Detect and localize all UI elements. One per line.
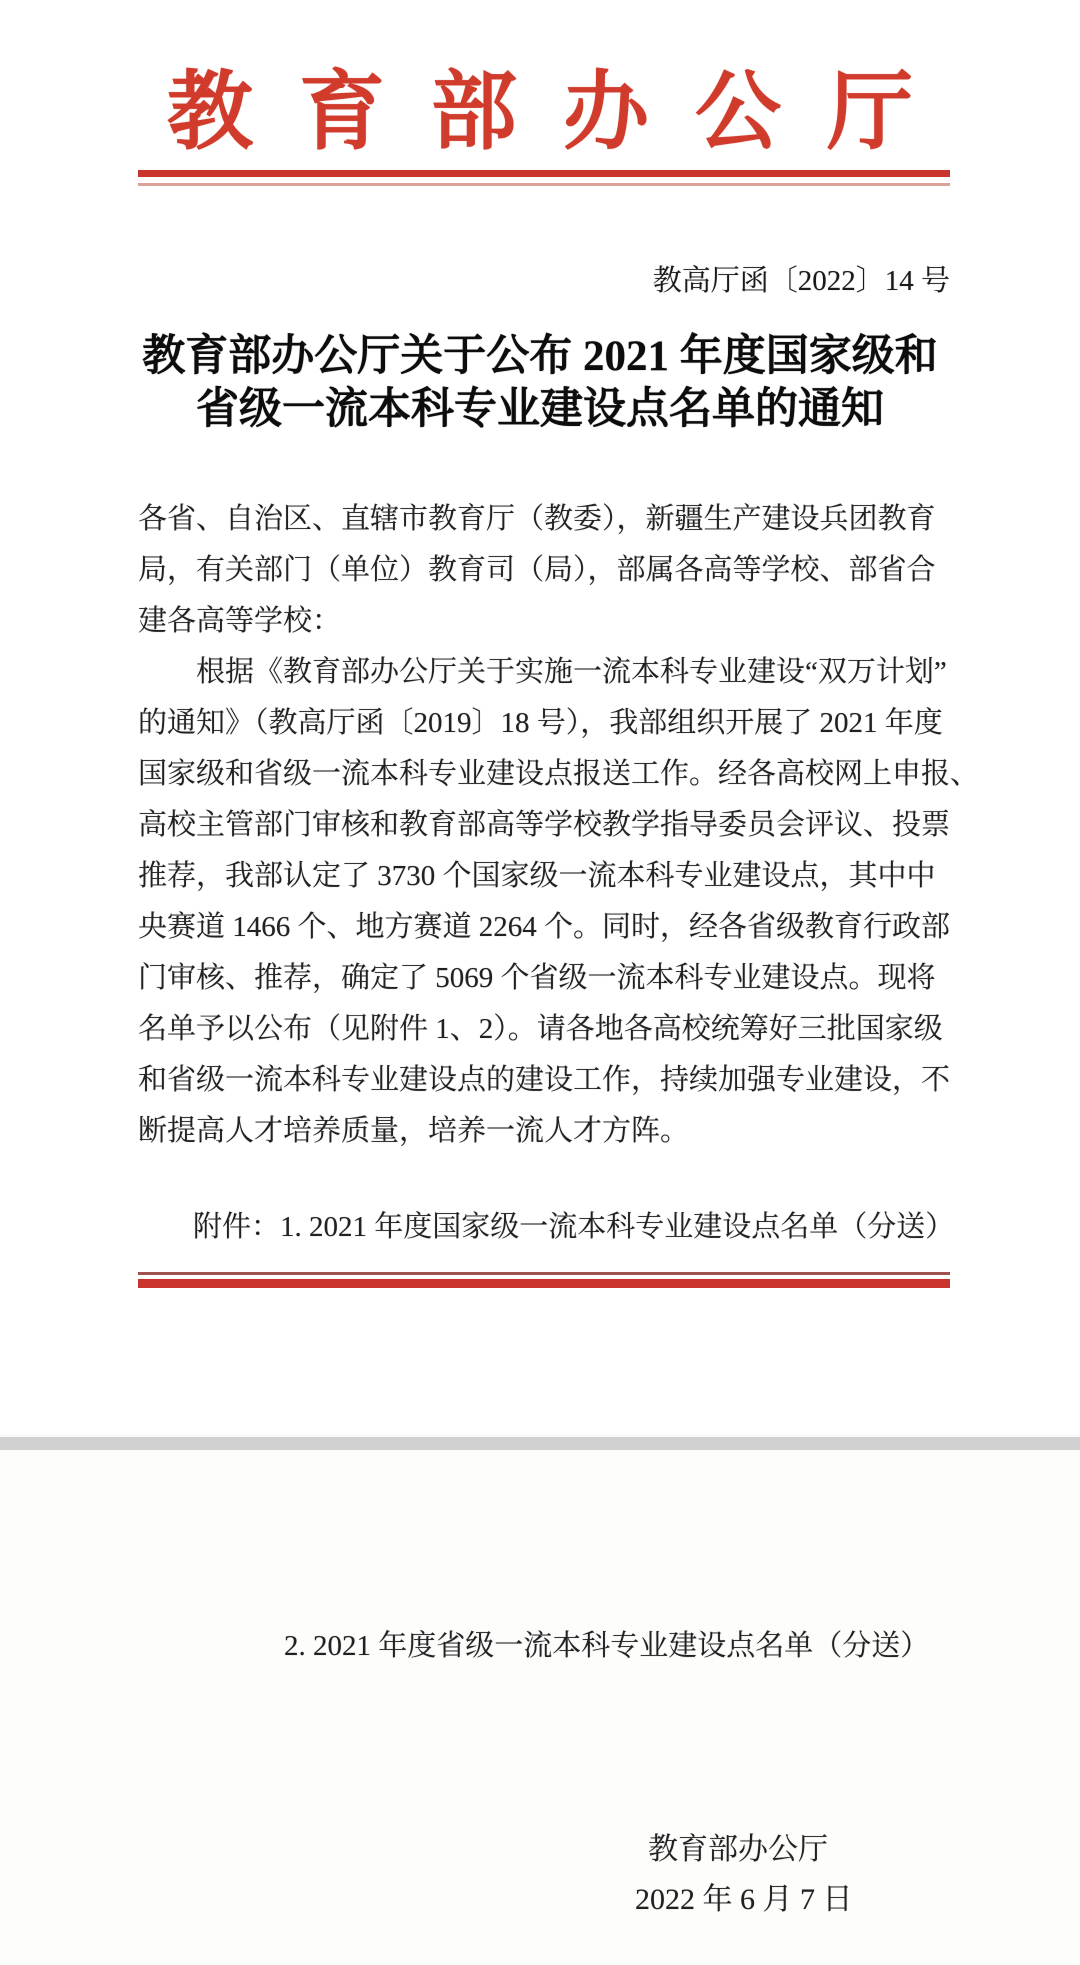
document-body	[138, 494, 980, 1157]
body-line: 名单予以公布（见附件 1、2）。请各地各高校统筹好三批国家级	[138, 1013, 943, 1045]
body-line: 国家级和省级一流本科专业建设点报送工作。经各高校网上申报、	[138, 758, 980, 790]
body-line: 的通知》（教高厅函〔2019〕18 号），我部组织开展了 2021 年度	[138, 707, 943, 739]
body-line: 央赛道 1466 个、地方赛道 2264 个。同时，经各省级教育行政部	[138, 911, 951, 943]
signature-date: 2022 年 6 月 7 日	[635, 1883, 853, 1916]
header-rule-thick	[138, 170, 950, 177]
page-separator	[0, 1437, 1080, 1450]
document-title-line1: 教育部办公厅关于公布 2021 年度国家级和	[142, 333, 938, 380]
document-number: 教高厅函〔2022〕14 号	[652, 265, 950, 297]
body-line: 各省、自治区、直辖市教育厅（教委），新疆生产建设兵团教育	[138, 503, 936, 535]
body-line: 断提高人才培养质量，培养一流人才方阵。	[138, 1115, 690, 1147]
body-line: 推荐，我部认定了 3730 个国家级一流本科专业建设点，其中中	[138, 860, 936, 892]
signature-organization: 教育部办公厅	[648, 1833, 828, 1866]
document-title	[0, 330, 1080, 436]
body-line: 门审核、推荐，确定了 5069 个省级一流本科专业建设点。现将	[138, 962, 936, 994]
body-line: 根据《教育部办公厅关于实施一流本科专业建设“双万计划”	[196, 656, 947, 688]
footer-rule-thick	[138, 1279, 950, 1288]
body-line: 局，有关部门（单位）教育司（局），部属各高等学校、部省合	[138, 554, 936, 586]
document-title-line2: 省级一流本科专业建设点名单的通知	[196, 386, 884, 433]
agency-header-title: 教育部办公厅	[167, 64, 959, 160]
body-line: 建各高等学校：	[138, 605, 342, 637]
body-line: 高校主管部门审核和教育部高等学校教学指导委员会评议、投票	[138, 809, 951, 841]
attachment-list-item-1: 附件：1. 2021 年度国家级一流本科专业建设点名单（分送）	[193, 1211, 955, 1243]
attachment-list-item-2: 2. 2021 年度省级一流本科专业建设点名单（分送）	[284, 1630, 930, 1662]
page-2-background	[0, 1450, 1080, 1965]
header-rule-thin	[138, 183, 950, 186]
body-line: 和省级一流本科专业建设点的建设工作，持续加强专业建设，不	[138, 1064, 951, 1096]
footer-rule-thin	[138, 1272, 950, 1275]
